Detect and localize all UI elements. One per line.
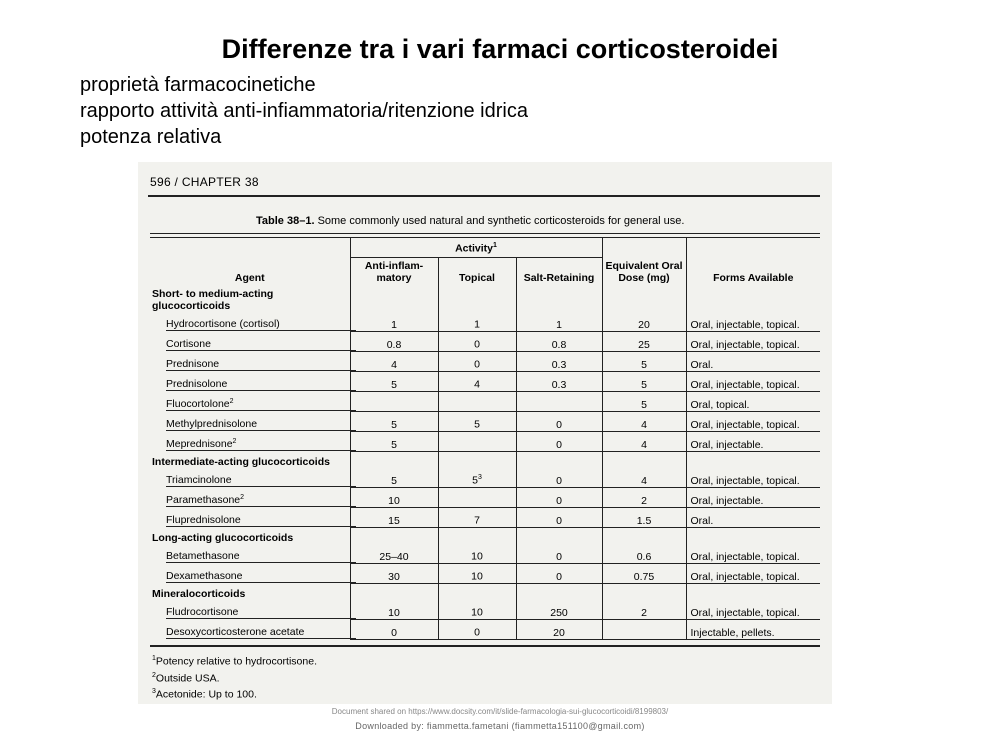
table-row [150, 487, 820, 507]
dose-cell: 0.75 [602, 563, 686, 583]
forms-cell: Oral, topical. [686, 391, 820, 411]
slide-title: Differenze tra i vari farmaci corticosteroidei [221, 34, 779, 64]
agent-cell: Fluprednisolone [150, 507, 350, 527]
anti-cell: 0 [350, 619, 438, 639]
anti-cell: 4 [350, 351, 438, 371]
scanned-table-image [138, 162, 832, 704]
forms-cell: Oral, injectable, topical. [686, 331, 820, 351]
bullet-item: potenza relativa [80, 126, 222, 148]
anti-cell: 5 [350, 431, 438, 451]
topical-cell: 4 [438, 371, 516, 391]
agent-cell: Betamethasone [150, 544, 350, 564]
table-row [150, 331, 820, 351]
col-header-dose: Equivalent Oral Dose (mg) [602, 238, 686, 286]
chapter-header: 596 / CHAPTER 38 [150, 175, 259, 189]
dose-cell: 2 [602, 600, 686, 620]
table-row [150, 507, 820, 527]
bullet-item: rapporto attività anti-infiammatoria/ritenzione idrica [80, 100, 528, 122]
agent-cell: Meprednisone$^2$ [150, 431, 350, 451]
corticosteroid-table [150, 238, 820, 640]
col-header-forms: Forms Available [686, 238, 820, 286]
agent-cell: Desoxycorticosterone acetate [150, 619, 350, 639]
topical-cell: $5^3$ [438, 468, 516, 488]
table-row [150, 544, 820, 564]
salt-cell: 0 [516, 431, 602, 451]
agent-cell: Fluocortolone$^2$ [150, 391, 350, 411]
dose-cell: 5 [602, 351, 686, 371]
col-header-topical: Topical [438, 257, 516, 286]
agent-cell: Methylprednisolone [150, 411, 350, 431]
topical-cell [438, 391, 516, 411]
table-row [150, 351, 820, 371]
salt-cell: 0 [516, 411, 602, 431]
group-header-row [150, 286, 820, 312]
dose-cell: 0.6 [602, 544, 686, 564]
forms-cell: Oral, injectable. [686, 431, 820, 451]
table-row [150, 391, 820, 411]
salt-cell [516, 391, 602, 411]
salt-cell: 0.3 [516, 351, 602, 371]
dose-cell: 4 [602, 411, 686, 431]
table-caption [256, 215, 684, 227]
anti-cell: 15 [350, 507, 438, 527]
group-header-row [150, 583, 820, 600]
anti-cell: 5 [350, 371, 438, 391]
dose-cell: 4 [602, 431, 686, 451]
agent-cell: Triamcinolone [150, 468, 350, 488]
agent-cell: Hydrocortisone (cortisol) [150, 312, 350, 332]
bullet-list [80, 72, 528, 150]
col-header-agent: Agent [234, 271, 265, 284]
forms-cell: Oral, injectable, topical. [686, 312, 820, 332]
table-row [150, 431, 820, 451]
anti-cell: 25–40 [350, 544, 438, 564]
forms-cell: Oral, injectable, topical. [686, 411, 820, 431]
salt-cell: 0 [516, 544, 602, 564]
table-row [150, 411, 820, 431]
agent-cell: Dexamethasone [150, 563, 350, 583]
agent-cell: Prednisone [150, 351, 350, 371]
anti-cell: 10 [350, 487, 438, 507]
footer-downloaded: Downloaded by: fiammetta.fametani (fiammetta151100@gmail.com) [355, 721, 645, 731]
salt-cell: 0 [516, 507, 602, 527]
topical-cell [438, 431, 516, 451]
col-header-salt: Salt-Retaining [516, 257, 602, 286]
anti-cell: 5 [350, 411, 438, 431]
group-header-row [150, 527, 820, 544]
group-label: Mineralocorticoids [152, 587, 246, 600]
forms-cell: Oral, injectable, topical. [686, 563, 820, 583]
col-header-anti: Anti-inflam-matory [350, 257, 438, 286]
topical-cell: 0 [438, 351, 516, 371]
salt-cell: 0 [516, 468, 602, 488]
table-row [150, 619, 820, 639]
topical-cell: 7 [438, 507, 516, 527]
salt-cell: 0 [516, 487, 602, 507]
dose-cell: 5 [602, 371, 686, 391]
group-label: Long-acting glucocorticoids [152, 531, 294, 544]
table-row [150, 600, 820, 620]
group-header-row [150, 451, 820, 468]
anti-cell: 5 [350, 468, 438, 488]
dose-cell: 25 [602, 331, 686, 351]
table-row [150, 371, 820, 391]
salt-cell: 1 [516, 312, 602, 332]
topical-cell: 10 [438, 563, 516, 583]
topical-cell [438, 487, 516, 507]
group-label: Intermediate-acting glucocorticoids [152, 455, 330, 468]
salt-cell: 20 [516, 619, 602, 639]
forms-cell: Oral. [686, 351, 820, 371]
topical-cell: 5 [438, 411, 516, 431]
forms-cell: Oral. [686, 507, 820, 527]
footnote: $^2$Outside USA. [152, 671, 220, 684]
anti-cell: 0.8 [350, 331, 438, 351]
footnote: $^3$Acetonide: Up to 100. [152, 688, 257, 701]
divider [148, 195, 820, 197]
agent-cell: Cortisone [150, 331, 350, 351]
footer-shared: Document shared on https://www.docsity.com/it/slide-farmacologia-sui-glucocorticoidi/8199803/ [331, 707, 669, 716]
caption-label: Table 38–1. [256, 215, 315, 227]
caption-text: Some commonly used natural and synthetic corticosteroids for general use. [317, 215, 685, 227]
agent-cell: Fludrocortisone [150, 600, 350, 620]
dose-cell: 20 [602, 312, 686, 332]
anti-cell: 1 [350, 312, 438, 332]
forms-cell: Oral, injectable, topical. [686, 371, 820, 391]
bullet-item: proprietà farmacocinetiche [80, 74, 316, 96]
forms-cell: Injectable, pellets. [686, 619, 820, 639]
forms-cell: Oral, injectable. [686, 487, 820, 507]
agent-cell: Paramethasone$^2$ [150, 487, 350, 507]
dose-cell: 4 [602, 468, 686, 488]
anti-cell: 10 [350, 600, 438, 620]
table-row [150, 563, 820, 583]
salt-cell: 0.3 [516, 371, 602, 391]
dose-cell: 2 [602, 487, 686, 507]
salt-cell: 250 [516, 600, 602, 620]
forms-cell: Oral, injectable, topical. [686, 468, 820, 488]
dose-cell: 5 [602, 391, 686, 411]
topical-cell: 10 [438, 600, 516, 620]
col-header-activity: Activity$^1$ [350, 238, 602, 257]
salt-cell: 0.8 [516, 331, 602, 351]
group-label: Short- to medium-acting glucocorticoids [152, 287, 274, 312]
forms-cell: Oral, injectable, topical. [686, 600, 820, 620]
agent-cell: Prednisolone [150, 371, 350, 391]
dose-cell [602, 619, 686, 639]
table-row [150, 468, 820, 488]
topical-cell: 10 [438, 544, 516, 564]
table-row [150, 312, 820, 332]
topical-cell: 0 [438, 619, 516, 639]
topical-cell: 0 [438, 331, 516, 351]
anti-cell: 30 [350, 563, 438, 583]
footnotes [152, 652, 317, 702]
divider [150, 645, 820, 647]
anti-cell [350, 391, 438, 411]
forms-cell: Oral, injectable, topical. [686, 544, 820, 564]
footnote: $^1$Potency relative to hydrocortisone. [152, 655, 317, 668]
table-body [150, 286, 820, 640]
salt-cell: 0 [516, 563, 602, 583]
topical-cell: 1 [438, 312, 516, 332]
dose-cell: 1.5 [602, 507, 686, 527]
